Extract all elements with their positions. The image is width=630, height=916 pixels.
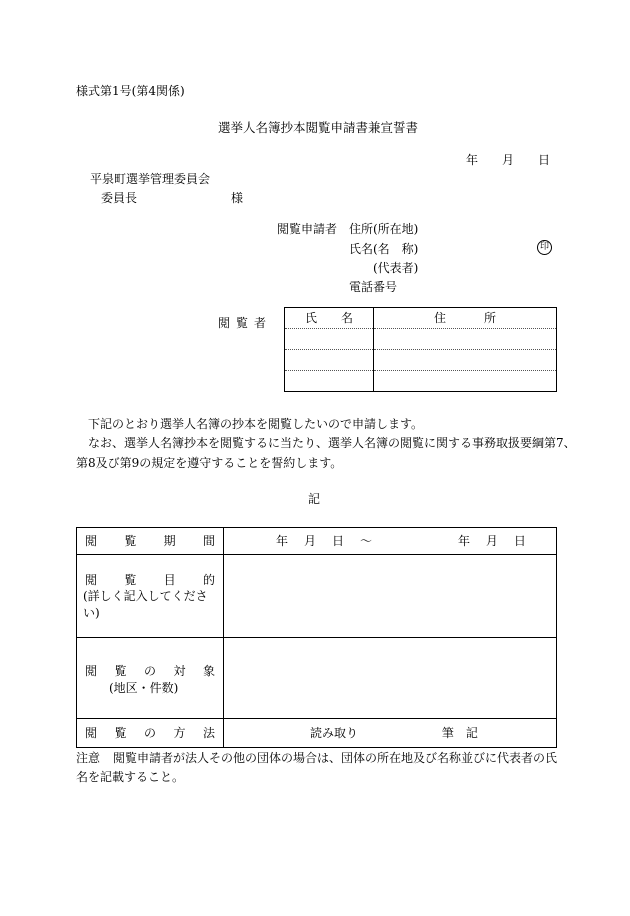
viewer-address-cell[interactable] bbox=[374, 350, 557, 371]
method-row bbox=[77, 719, 557, 748]
ki-heading: 記 bbox=[308, 492, 321, 506]
note-label: 注意 bbox=[76, 751, 101, 765]
viewers-row bbox=[285, 329, 557, 350]
committee-chair: 委員長 bbox=[101, 191, 138, 205]
method-read-option[interactable]: 読み取り bbox=[310, 725, 359, 740]
viewers-table bbox=[284, 307, 557, 392]
applicant-address-label: 住所(所在地) bbox=[349, 222, 419, 236]
method-write-option[interactable]: 筆 記 bbox=[441, 725, 478, 740]
representative-label: (代表者) bbox=[373, 261, 419, 275]
viewers-col-name: 氏 名 bbox=[285, 308, 374, 329]
note-text-cont: 名を記載すること。 bbox=[76, 770, 185, 784]
purpose-note-cont: い) bbox=[83, 605, 100, 620]
purpose-label: 閲 覧 目 的 (詳しく記入してくださ い) bbox=[77, 555, 224, 638]
target-label: 閲 覧 の 対 象 (地区・件数) bbox=[77, 638, 224, 719]
viewers-label-char: 覧 bbox=[235, 316, 248, 330]
note-text: 閲覧申請者が法人その他の団体の場合は、団体の所在地及び名称並びに代表者の氏 bbox=[113, 751, 558, 765]
viewer-name-cell[interactable] bbox=[285, 350, 374, 371]
purpose-value[interactable] bbox=[224, 555, 557, 638]
phone-label: 電話番号 bbox=[349, 280, 398, 294]
document-title: 選挙人名簿抄本閲覧申請書兼宣誓書 bbox=[218, 120, 419, 135]
applicant-name-label: 氏名(名 称) bbox=[349, 242, 419, 256]
period-value[interactable]: 年 月 日 ～ 年 月 日 bbox=[224, 528, 557, 555]
target-row bbox=[77, 638, 557, 719]
application-table bbox=[76, 527, 557, 748]
viewers-row bbox=[285, 371, 557, 392]
target-value[interactable] bbox=[224, 638, 557, 719]
body-paragraph-2: なお、選挙人名簿抄本を閲覧するに当たり、選挙人名簿の閲覧に関する事務取扱要綱第7、 bbox=[88, 436, 576, 450]
viewers-col-address: 住 所 bbox=[374, 308, 557, 329]
honorific: 様 bbox=[231, 191, 244, 205]
period-label: 閲 覧 期 間 bbox=[77, 528, 224, 555]
viewers-row bbox=[285, 350, 557, 371]
viewers-label-char: 閲 bbox=[218, 316, 231, 330]
viewer-name-cell[interactable] bbox=[285, 371, 374, 392]
viewer-address-cell[interactable] bbox=[374, 329, 557, 350]
date-field bbox=[466, 153, 550, 167]
viewers-header-row bbox=[285, 308, 557, 329]
seal-mark: 印 bbox=[537, 240, 552, 255]
date-month: 月 bbox=[501, 153, 514, 167]
purpose-row bbox=[77, 555, 557, 638]
viewers-label-char: 者 bbox=[253, 316, 266, 330]
date-year: 年 bbox=[466, 153, 479, 167]
purpose-note: (詳しく記入してくださ bbox=[83, 589, 208, 604]
viewers-label bbox=[218, 316, 266, 330]
tilde: ～ bbox=[359, 533, 372, 548]
viewer-name-cell[interactable] bbox=[285, 329, 374, 350]
method-value bbox=[224, 719, 557, 748]
body-paragraph-1: 下記のとおり選挙人名簿の抄本を閲覧したいので申請します。 bbox=[88, 417, 424, 431]
form-number: 様式第1号(第4関係) bbox=[76, 84, 185, 98]
committee-name: 平泉町選挙管理委員会 bbox=[90, 172, 211, 186]
date-day: 日 bbox=[537, 153, 550, 167]
method-label: 閲 覧 の 方 法 bbox=[77, 719, 224, 748]
period-row bbox=[77, 528, 557, 555]
body-paragraph-2-cont: 第8及び第9の規定を遵守することを誓約します。 bbox=[76, 456, 343, 470]
viewer-address-cell[interactable] bbox=[374, 371, 557, 392]
target-note: (地区・件数) bbox=[109, 681, 179, 696]
applicant-label: 閲覧申請者 bbox=[277, 222, 338, 236]
